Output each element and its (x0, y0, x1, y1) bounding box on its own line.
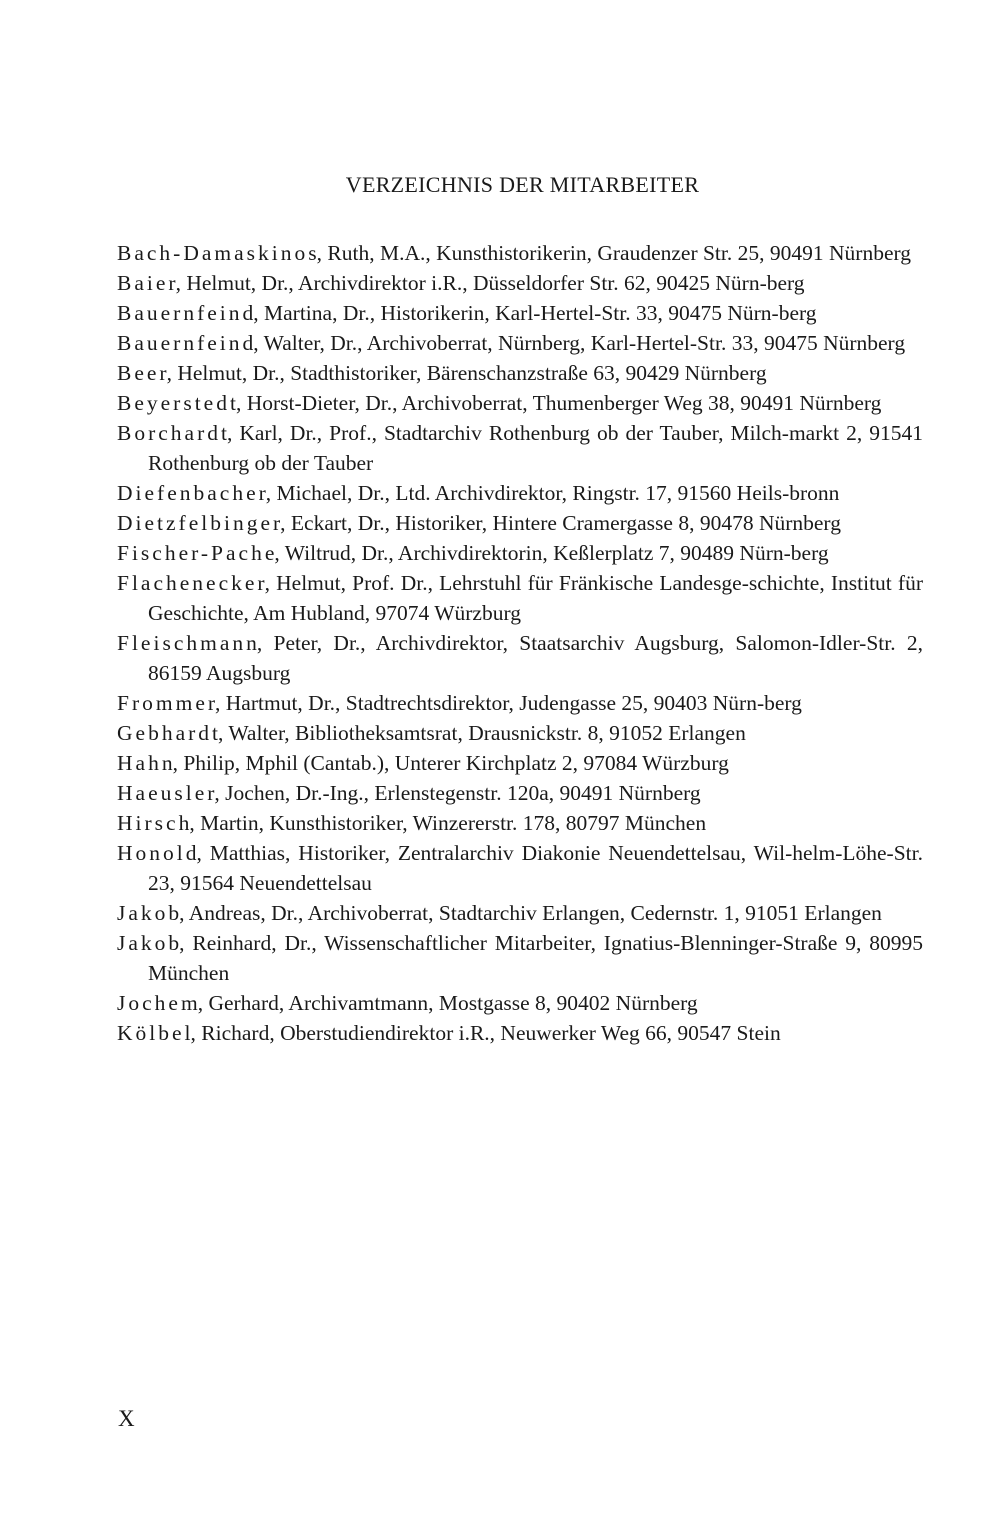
contributor-entry (117, 898, 923, 928)
contributor-details: , Matthias, Historiker, Zentralarchiv Diakonie Neuendettelsau, Wil-helm-Löhe-Str. 23, 91564 Neuendettelsau (148, 841, 923, 895)
contributor-surname: Bach-Damaskinos (117, 241, 320, 265)
contributor-entry (117, 1018, 923, 1048)
contributor-entry (117, 568, 923, 628)
contributor-entry (117, 328, 923, 358)
contributor-details: , Andreas, Dr., Archivoberrat, Stadtarchiv Erlangen, Cedernstr. 1, 91051 Erlangen (179, 901, 882, 925)
contributor-surname: Beer (117, 361, 170, 385)
contributor-entry (117, 838, 923, 898)
contributor-details: , Wiltrud, Dr., Archivdirektorin, Keßlerplatz 7, 90489 Nürn-berg (274, 541, 829, 565)
contributor-surname: Bauernfeind (117, 331, 257, 355)
contributor-entry (117, 928, 923, 988)
contributor-list (117, 238, 923, 1048)
contributor-surname: Dietzfelbinger (117, 511, 284, 535)
contributor-surname: Beyerstedt (117, 391, 239, 415)
page-heading: VERZEICHNIS DER MITARBEITER (345, 172, 700, 197)
contributor-details: , Martin, Kunsthistoriker, Winzererstr. 178, 80797 München (189, 811, 707, 835)
contributor-entry (117, 808, 923, 838)
contributor-entry (117, 388, 923, 418)
contributor-details: , Jochen, Dr.-Ing., Erlenstegenstr. 120a, 90491 Nürnberg (214, 781, 701, 805)
contributor-surname: Bauernfeind (117, 301, 257, 325)
contributor-entry (117, 718, 923, 748)
contributor-details: , Eckart, Dr., Historiker, Hintere Cramergasse 8, 90478 Nürnberg (280, 511, 841, 535)
contributor-entry (117, 478, 923, 508)
contributor-details: , Richard, Oberstudiendirektor i.R., Neuwerker Weg 66, 90547 Stein (190, 1021, 781, 1045)
contributor-entry (117, 748, 923, 778)
contributor-surname: Borchardt (117, 421, 230, 445)
contributor-details: , Helmut, Prof. Dr., Lehrstuhl für Fränkische Landesge-schichte, Institut für Geschichte, Am Hubland, 97074 Würzburg (148, 571, 923, 625)
contributor-details: , Horst-Dieter, Dr., Archivoberrat, Thumenberger Weg 38, 90491 Nürnberg (235, 391, 882, 415)
contributor-details: , Ruth, M.A., Kunsthistorikerin, Graudenzer Str. 25, 90491 Nürnberg (316, 241, 912, 265)
contributor-details: , Hartmut, Dr., Stadtrechtsdirektor, Judengasse 25, 90403 Nürn-berg (215, 691, 802, 715)
contributor-entry (117, 778, 923, 808)
contributor-surname: Frommer (117, 691, 219, 715)
contributor-surname: Kölbel (117, 1021, 194, 1045)
contributor-surname: Flachenecker (117, 571, 268, 595)
page-number: X (118, 1406, 135, 1431)
contributor-surname: Hahn (117, 751, 176, 775)
contributor-surname: Gebhardt (117, 721, 221, 745)
contributor-entry (117, 988, 923, 1018)
contributor-details: , Michael, Dr., Ltd. Archivdirektor, Ringstr. 17, 91560 Heils-bronn (265, 481, 840, 505)
contributor-surname: Baier (117, 271, 179, 295)
contributor-surname: Fischer-Pache (117, 541, 278, 565)
contributor-surname: Fleischmann (117, 631, 260, 655)
contributor-details: , Gerhard, Archivamtmann, Mostgasse 8, 90402 Nürnberg (197, 991, 698, 1015)
contributor-details: , Reinhard, Dr., Wissenschaftlicher Mitarbeiter, Ignatius-Blenninger-Straße 9, 80995 München (148, 931, 923, 985)
contributor-entry (117, 358, 923, 388)
contributor-entry (117, 688, 923, 718)
contributor-entry (117, 298, 923, 328)
contributor-details: , Walter, Dr., Archivoberrat, Nürnberg, Karl-Hertel-Str. 33, 90475 Nürnberg (253, 331, 906, 355)
contributor-surname: Haeusler (117, 781, 218, 805)
contributor-surname: Jakob (117, 931, 183, 955)
contributor-surname: Jochem (117, 991, 201, 1015)
contributor-details: , Helmut, Dr., Archivdirektor i.R., Düsseldorfer Str. 62, 90425 Nürn-berg (175, 271, 805, 295)
contributor-entry (117, 508, 923, 538)
contributor-details: , Martina, Dr., Historikerin, Karl-Hertel-Str. 33, 90475 Nürn-berg (253, 301, 817, 325)
contributor-details: , Walter, Bibliotheksamtsrat, Drausnickstr. 8, 91052 Erlangen (218, 721, 746, 745)
contributor-surname: Honold (117, 841, 200, 865)
contributor-entry (117, 418, 923, 478)
contributor-surname: Hirsch (117, 811, 193, 835)
contributor-details: , Philip, Mphil (Cantab.), Unterer Kirchplatz 2, 97084 Würzburg (172, 751, 729, 775)
contributor-details: , Helmut, Dr., Stadthistoriker, Bärenschanzstraße 63, 90429 Nürnberg (166, 361, 767, 385)
contributor-details: , Karl, Dr., Prof., Stadtarchiv Rothenburg ob der Tauber, Milch-markt 2, 91541 Rothenburg ob der Tauber (148, 421, 923, 475)
contributor-entry (117, 538, 923, 568)
contributor-surname: Diefenbacher (117, 481, 269, 505)
contributor-surname: Jakob (117, 901, 183, 925)
contributor-entry (117, 238, 923, 268)
contributor-entry (117, 628, 923, 688)
contributor-entry (117, 268, 923, 298)
contributor-details: , Peter, Dr., Archivdirektor, Staatsarchiv Augsburg, Salomon-Idler-Str. 2, 86159 Augsburg (148, 631, 923, 685)
